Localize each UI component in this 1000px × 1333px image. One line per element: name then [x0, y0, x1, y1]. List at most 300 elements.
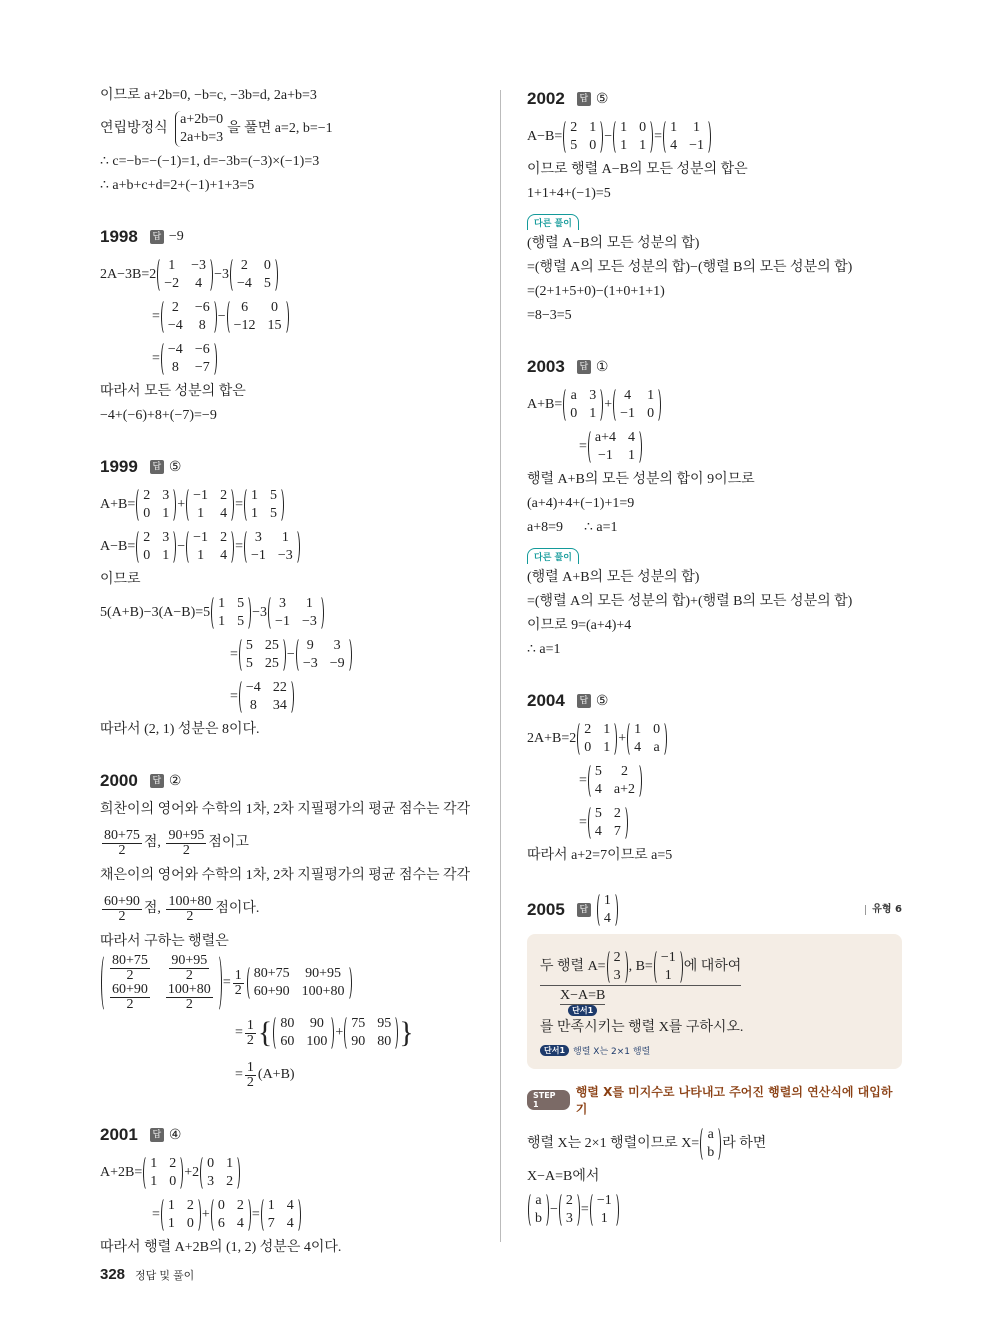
- math-text: 90+95: [305, 966, 342, 981]
- math-text: −3: [301, 614, 317, 629]
- math-text: 1: [226, 1156, 234, 1171]
- math-text: =: [222, 975, 231, 990]
- math-text: 1: [693, 120, 701, 135]
- matrix-entry: [280, 1015, 294, 1033]
- math-text: −4: [236, 276, 252, 291]
- math-text: 34: [272, 698, 287, 713]
- matrix-entry: [191, 257, 206, 275]
- matrix-entry: [270, 505, 277, 523]
- fraction: [166, 829, 206, 858]
- matrix-entry: [620, 137, 627, 155]
- math-text: 5: [570, 138, 578, 153]
- solution-line: [100, 84, 490, 108]
- matrix-entry: [193, 505, 208, 523]
- math-text: =: [152, 309, 160, 324]
- math-text: −: [217, 309, 226, 324]
- matrix: [627, 721, 667, 757]
- math-text: 15: [267, 318, 282, 333]
- math-text: (행렬 A−B의 모든 성분의 합): [527, 236, 700, 251]
- math-text: ⑤: [595, 693, 609, 709]
- fraction: [102, 829, 142, 858]
- math-text: 3: [565, 1211, 573, 1226]
- fraction: [166, 895, 213, 924]
- math-text: 5: [245, 656, 253, 671]
- math-text: 4: [594, 824, 602, 839]
- math-text: 1: [628, 448, 636, 463]
- math-text: 두 행렬 A=: [540, 958, 606, 974]
- math-text: 4: [220, 506, 228, 521]
- fraction: [102, 895, 142, 924]
- matrix-entry: [246, 637, 253, 655]
- math-text: =: [235, 539, 243, 554]
- matrix-entry: [287, 1197, 294, 1215]
- matrix-entry: [164, 275, 179, 293]
- answer: [169, 773, 182, 790]
- math-text: 1: [250, 506, 258, 521]
- matrix-entry: [234, 317, 256, 335]
- matrix: [607, 949, 628, 985]
- matrix-entry: [647, 387, 654, 405]
- math-text: 1: [162, 506, 170, 521]
- math-text: −1: [598, 448, 613, 463]
- solution-section: [527, 352, 902, 662]
- answer-icon: 답: [577, 694, 591, 708]
- solution-line: [100, 484, 490, 526]
- math-text: 1: [218, 596, 226, 611]
- matrix-grid: [584, 721, 610, 757]
- math-text: =: [235, 1067, 243, 1082]
- : [527, 206, 902, 232]
- solution-line: [100, 1152, 490, 1194]
- math-text: 7: [613, 824, 621, 839]
- matrix: [597, 892, 618, 928]
- numerator: 60+90: [104, 893, 140, 909]
- matrix-entry: [251, 529, 266, 547]
- solution-line: [100, 568, 490, 592]
- solution-line: [527, 638, 902, 662]
- math-text: −6: [194, 300, 210, 315]
- matrix: [161, 1197, 201, 1233]
- math-text: −1: [275, 614, 290, 629]
- matrix-entry: [254, 965, 290, 983]
- denominator: 2: [185, 968, 193, 983]
- math-text: A+B=: [527, 397, 563, 412]
- solution-section: [527, 686, 902, 868]
- answer: [596, 91, 609, 108]
- matrix-entry: [168, 341, 183, 359]
- math-text: 0: [589, 138, 597, 153]
- solution-line: [100, 864, 490, 888]
- solution-line: [527, 1123, 902, 1165]
- matrix-grid: [303, 637, 345, 673]
- matrix-grid: [570, 119, 596, 155]
- matrix-entry: [614, 763, 635, 781]
- math-text: ∴ a=1: [527, 642, 561, 657]
- math-text: 1: [150, 1174, 158, 1189]
- matrix-entry: [302, 965, 345, 983]
- math-text: b: [707, 1145, 715, 1160]
- solution-line: [100, 954, 490, 1012]
- solution-line: [527, 256, 902, 280]
- numerator: 90+95: [171, 953, 208, 968]
- matrix-entry: [595, 781, 602, 799]
- matrix-entry: [614, 781, 635, 799]
- numerator: 80+75: [104, 827, 140, 843]
- math-text: a: [707, 1127, 714, 1142]
- matrix-entry: [566, 1210, 573, 1228]
- matrix-grid: [150, 1155, 176, 1191]
- matrix-entry: [661, 949, 676, 967]
- math-text: 1: [670, 120, 678, 135]
- math-text: 60: [280, 1034, 295, 1049]
- matrix-entry: [628, 429, 635, 447]
- matrix-entry: [628, 447, 635, 465]
- equation: a+2b=0: [180, 112, 224, 127]
- matrix-entry: [237, 257, 252, 275]
- answer-icon: 답: [577, 903, 591, 917]
- math-text: 0: [217, 1198, 225, 1213]
- matrix-entry: [251, 505, 258, 523]
- math-text: 3: [207, 1174, 215, 1189]
- math-text: 3: [589, 388, 597, 403]
- math-text: 2A−3B=2: [100, 267, 157, 282]
- problem-2005: [527, 892, 902, 1231]
- math-text: 2: [169, 1156, 177, 1171]
- matrix-entry: [195, 359, 210, 377]
- math-text: 4: [634, 740, 642, 755]
- math-text: −1: [193, 488, 209, 503]
- math-text: 5: [269, 488, 277, 503]
- solution-line: [100, 404, 490, 428]
- matrix: [588, 763, 642, 799]
- matrix-entry: [237, 613, 244, 631]
- matrix-entry: [218, 595, 225, 613]
- matrix-entry: [195, 299, 210, 317]
- matrix: [239, 679, 294, 715]
- math-text: 0: [186, 1216, 194, 1231]
- solution-line: [100, 1054, 490, 1096]
- problem-box: [527, 934, 902, 1069]
- solution-section: [100, 84, 490, 198]
- problem-number: 1999: [100, 457, 138, 476]
- math-text: −7: [194, 360, 210, 375]
- matrix-entry: [302, 595, 317, 613]
- math-text: 5: [245, 638, 253, 653]
- answer: [596, 892, 619, 928]
- math-text: =: [251, 1207, 260, 1222]
- matrix-entry: [589, 387, 596, 405]
- matrix: [663, 119, 711, 155]
- math-text: =: [152, 351, 160, 366]
- equation-system: [175, 111, 223, 147]
- numerator: 1: [246, 1017, 254, 1033]
- matrix: [268, 595, 324, 631]
- matrix: [261, 1197, 301, 1233]
- matrix-entry: [595, 429, 616, 447]
- solution-line: [100, 930, 490, 954]
- math-text: +: [335, 1025, 344, 1040]
- math-text: −9: [168, 229, 184, 244]
- matrix-entry: [268, 317, 282, 335]
- numerator: 1: [246, 1059, 254, 1075]
- matrix-entry: [143, 547, 150, 565]
- math-text: 1+1+4+(−1)=5: [527, 186, 611, 201]
- matrix-entry: [254, 983, 290, 1001]
- matrix-grid: [193, 529, 227, 565]
- matrix-grid: [218, 1197, 244, 1233]
- matrix-grid: [661, 949, 676, 985]
- matrix: [700, 1126, 721, 1162]
- matrix-entry: [168, 359, 183, 377]
- math-text: −4: [245, 680, 261, 695]
- matrix-entry: [639, 137, 646, 155]
- matrix-entry: [162, 547, 169, 565]
- matrix-entry: [603, 721, 610, 739]
- matrix: [186, 529, 234, 565]
- math-text: a: [653, 740, 660, 755]
- math-text: 4: [624, 388, 632, 403]
- matrix-entry: [303, 637, 318, 655]
- math-text: 이므로 9=(a+4)+4: [527, 618, 632, 633]
- solution-line: [100, 676, 490, 718]
- math-text: X−A=B에서: [527, 1169, 600, 1184]
- matrix-entry: [570, 387, 577, 405]
- : [527, 540, 902, 566]
- answer-icon: 답: [150, 460, 164, 474]
- matrix-entry: [278, 547, 293, 565]
- matrix-entry: [661, 967, 676, 985]
- matrix-entry: [689, 137, 704, 155]
- matrix-grid: [218, 595, 244, 631]
- denominator: 2: [118, 908, 126, 924]
- math-text: 5: [263, 276, 271, 291]
- math-text: 1: [603, 722, 611, 737]
- math-text: =: [235, 1025, 243, 1040]
- fraction: [110, 983, 150, 1012]
- problem-equation: X−A=B: [560, 988, 606, 1003]
- matrix-entry: [207, 1173, 214, 1191]
- hint-text: 행렬 X는 2×1 행렬: [573, 1047, 651, 1057]
- matrix-grid: [108, 954, 215, 1012]
- matrix-entry: [246, 697, 261, 715]
- matrix-entry: [237, 1197, 244, 1215]
- matrix-entry: [707, 1126, 714, 1144]
- matrix-grid: [707, 1126, 714, 1162]
- matrix-grid: [566, 1192, 573, 1228]
- solution-line: [527, 614, 902, 638]
- problem-number: 1998: [100, 227, 138, 246]
- math-text: 75: [351, 1016, 366, 1031]
- matrix-entry: [589, 405, 596, 423]
- matrix: [273, 1015, 334, 1051]
- math-text: 2: [171, 300, 179, 315]
- matrix: [528, 1192, 549, 1228]
- solution-line: [527, 384, 902, 426]
- numerator: 90+95: [168, 827, 205, 843]
- math-text: 이므로 a+2b=0, −b=c, −3b=d, 2a+b=3: [100, 88, 317, 103]
- matrix-entry: [280, 1033, 294, 1051]
- math-text: 1: [600, 1211, 608, 1226]
- math-text: =(2+1+5+0)−(1+0+1+1): [527, 284, 665, 299]
- math-text: 따라서 a+2=7이므로 a=5: [527, 848, 673, 863]
- matrix-entry: [614, 823, 621, 841]
- solution-section: [100, 222, 490, 428]
- matrix-entry: [143, 529, 150, 547]
- solution-line: [100, 798, 490, 822]
- matrix-grid: [595, 429, 635, 465]
- math-text: 연립방정식: [100, 121, 172, 136]
- math-text: A+2B=: [100, 1165, 143, 1180]
- math-text: +: [177, 497, 186, 512]
- matrix-entry: [220, 505, 227, 523]
- matrix-grid: [143, 529, 169, 565]
- math-text: 점이다.: [215, 901, 260, 916]
- math-text: 2: [240, 258, 248, 273]
- solution-line: [527, 566, 902, 590]
- math-text: 0: [653, 722, 661, 737]
- section-header: [100, 1120, 490, 1150]
- math-text: −: [550, 1202, 558, 1217]
- matrix-grid: [168, 341, 210, 377]
- math-text: (A+B): [257, 1067, 295, 1082]
- numerator: 80+75: [112, 953, 148, 968]
- matrix-entry: [634, 721, 641, 739]
- math-text: 2: [584, 722, 592, 737]
- math-text: −: [177, 539, 186, 554]
- math-text: 80+75: [253, 966, 290, 981]
- math-text: 5: [237, 614, 245, 629]
- math-text: 0: [570, 406, 578, 421]
- matrix-entry: [108, 954, 152, 983]
- matrix-grid: [280, 1015, 327, 1051]
- math-text: 7: [267, 1216, 275, 1231]
- matrix: [590, 1192, 619, 1228]
- math-text: 4: [628, 430, 636, 445]
- solution-line: [527, 590, 902, 614]
- step-badge: STEP 1: [527, 1090, 570, 1110]
- matrix-entry: [639, 119, 646, 137]
- math-text: 3: [613, 967, 621, 983]
- math-text: 3: [254, 530, 262, 545]
- solution-section: [100, 452, 490, 742]
- denominator: 2: [246, 1032, 254, 1048]
- math-text: =: [579, 439, 587, 454]
- matrix-entry: [306, 1015, 327, 1033]
- matrix-entry: [275, 595, 290, 613]
- brace: }: [399, 1016, 414, 1049]
- math-text: +: [618, 731, 627, 746]
- matrix-entry: [218, 1215, 225, 1233]
- math-text: =: [580, 1202, 589, 1217]
- fraction: [166, 983, 213, 1012]
- matrix-entry: [595, 805, 602, 823]
- solution-line: [100, 592, 490, 634]
- matrix-entry: [226, 1155, 233, 1173]
- matrix: [230, 257, 278, 293]
- math-text: =: [579, 773, 587, 788]
- matrix-entry: [595, 763, 602, 781]
- matrix-entry: [287, 1215, 294, 1233]
- numerator: 60+90: [112, 982, 148, 997]
- math-text: (행렬 A+B의 모든 성분의 합): [527, 570, 700, 585]
- math-text: 3: [279, 596, 286, 611]
- matrix-entry: [234, 299, 256, 317]
- solution-line: [100, 254, 490, 296]
- math-text: 2: [186, 1198, 194, 1213]
- solution-line: [527, 760, 902, 802]
- math-text: 행렬 X는 2×1 행렬이므로 X=: [527, 1136, 700, 1151]
- matrix-grid: [620, 387, 654, 423]
- matrix-entry: [193, 529, 208, 547]
- math-text: 따라서 구하는 행렬은: [100, 934, 229, 949]
- solution-line: [527, 304, 902, 328]
- solution-line: [527, 1165, 902, 1189]
- math-text: 80: [377, 1034, 392, 1049]
- math-text: ①: [595, 359, 609, 375]
- matrix-entry: [193, 487, 208, 505]
- math-text: 1: [167, 1198, 175, 1213]
- matrix-entry: [265, 637, 279, 655]
- math-text: 1: [281, 530, 289, 545]
- matrix: [563, 119, 603, 155]
- math-text: 1: [168, 258, 176, 273]
- matrix-grid: [595, 763, 635, 799]
- math-text: 6: [217, 1216, 225, 1231]
- matrix-entry: [275, 613, 290, 631]
- matrix-entry: [168, 299, 183, 317]
- matrix-grid: [168, 1197, 194, 1233]
- math-text: −1: [660, 949, 676, 965]
- math-text: 4: [236, 1216, 244, 1231]
- section-header: [100, 766, 490, 796]
- matrix-entry: [595, 823, 602, 841]
- matrix-entry: [597, 1192, 612, 1210]
- math-text: (a+4)+4+(−1)+1=9: [527, 496, 635, 511]
- matrix-entry: [614, 967, 621, 985]
- matrix-entry: [162, 505, 169, 523]
- matrix-grid: [570, 387, 596, 423]
- matrix-entry: [653, 721, 660, 739]
- math-text: 따라서 (2, 1) 성분은 8이다.: [100, 722, 260, 737]
- math-text: 4: [286, 1198, 294, 1213]
- matrix: [211, 1197, 251, 1233]
- matrix-entry: [589, 119, 596, 137]
- matrix: [296, 637, 352, 673]
- math-text: ⑤: [595, 91, 609, 107]
- matrix: [143, 1155, 183, 1191]
- math-text: =: [152, 1207, 160, 1222]
- math-text: 1: [589, 406, 597, 421]
- math-text: 4: [286, 1216, 294, 1231]
- matrix-grid: [595, 805, 621, 841]
- matrix-entry: [273, 679, 287, 697]
- matrix: [577, 721, 617, 757]
- matrix-entry: [237, 1215, 244, 1233]
- math-text: 1: [603, 893, 611, 908]
- matrix-entry: [302, 613, 317, 631]
- math-text: 1: [639, 138, 647, 153]
- matrix-entry: [169, 1155, 176, 1173]
- matrix: [344, 1015, 398, 1051]
- matrix: [588, 429, 642, 465]
- matrix-entry: [168, 317, 183, 335]
- section-header: [100, 452, 490, 482]
- matrix-grid: [268, 1197, 294, 1233]
- math-text: 0: [647, 406, 655, 421]
- math-text: 8: [249, 698, 257, 713]
- matrix-entry: [143, 487, 150, 505]
- matrix-grid: [535, 1192, 542, 1228]
